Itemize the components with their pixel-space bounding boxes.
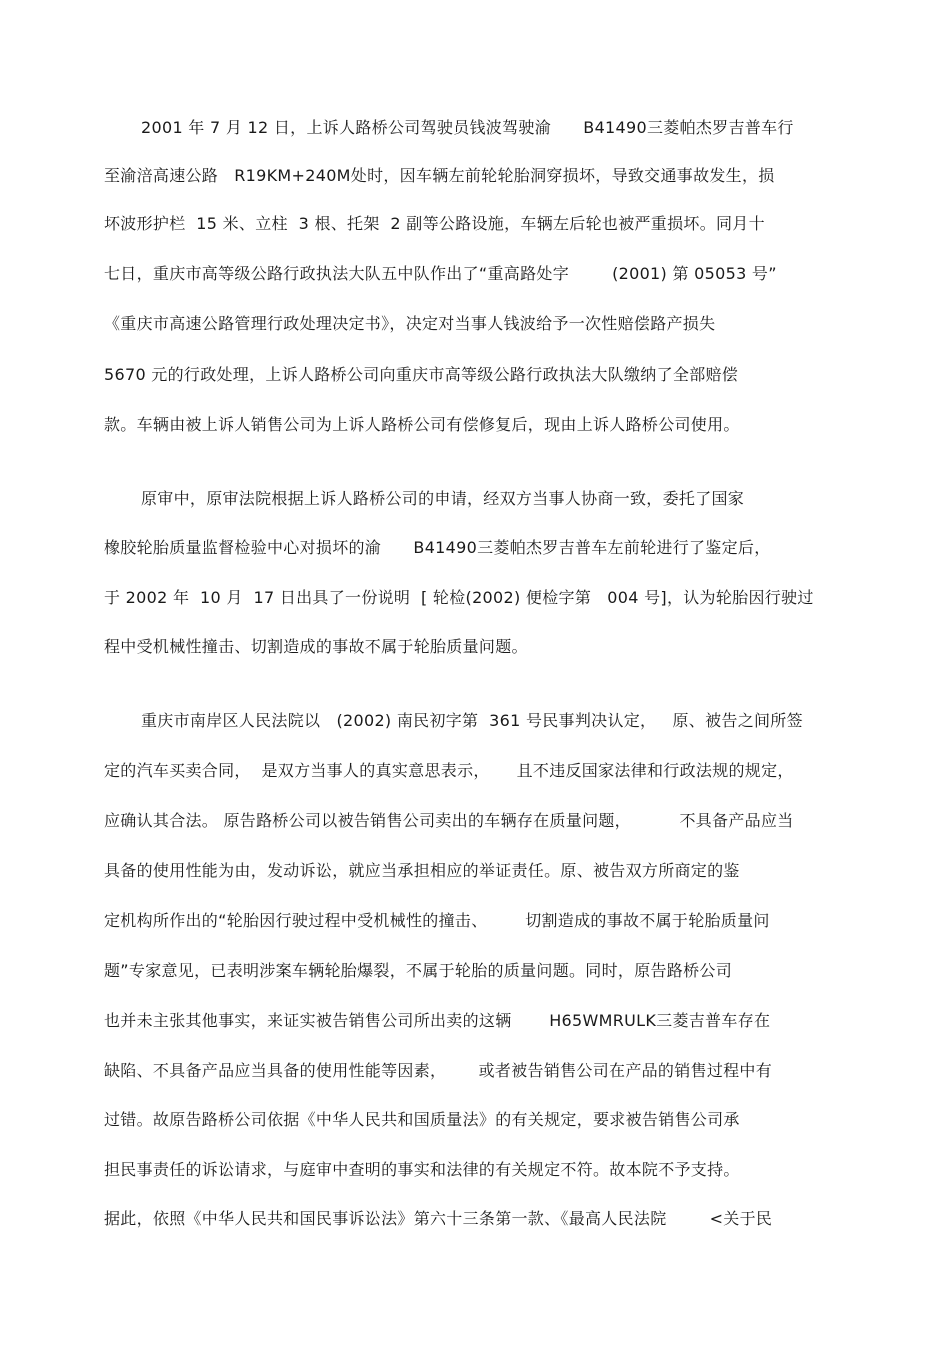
text-line: 定机构所作出的“轮胎因行驶过程中受机械性的撞击、 切割造成的事故不属于轮胎质量问 bbox=[104, 911, 770, 930]
text-line: 也并未主张其他事实，来证实被告销售公司所出卖的这辆 H65WMRULK三菱吉普车存在 bbox=[104, 1011, 771, 1030]
text-line: 缺陷、不具备产品应当具备的使用性能等因素， 或者被告销售公司在产品的销售过程中有 bbox=[104, 1061, 773, 1080]
text-line: 应确认其合法。 原告路桥公司以被告销售公司卖出的车辆存在质量问题， 不具备产品应当 bbox=[104, 811, 794, 830]
text-line: 2001 年 7 月 12 日，上诉人路桥公司驾驶员钱波驾驶渝 B41490三菱帕杰罗吉普车行 bbox=[141, 118, 794, 137]
text-line: 于 2002 年 10 月 17 日出具了一份说明 [ 轮检(2002) 便检字第 004 号]，认为轮胎因行驶过 bbox=[104, 588, 814, 607]
text-line: 款。车辆由被上诉人销售公司为上诉人路桥公司有偿修复后，现由上诉人路桥公司使用。 bbox=[104, 415, 740, 434]
text-line: 过错。故原告路桥公司依据《中华人民共和国质量法》的有关规定，要求被告销售公司承 bbox=[104, 1110, 740, 1129]
text-line: 具备的使用性能为由，发动诉讼，就应当承担相应的举证责任。原、被告双方所商定的鉴 bbox=[104, 861, 740, 880]
text-line: 坏波形护栏 15 米、立柱 3 根、托架 2 副等公路设施，车辆左后轮也被严重损坏。同月十 bbox=[104, 214, 765, 233]
text-line: 担民事责任的诉讼请求，与庭审中查明的事实和法律的有关规定不符。故本院不予支持。 bbox=[104, 1160, 740, 1179]
text-line: 七日，重庆市高等级公路行政执法大队五中队作出了“重高路处字 (2001) 第 05053 号” bbox=[104, 264, 777, 283]
text-line: 据此，依照《中华人民共和国民事诉讼法》第六十三条第一款、《最高人民法院 <关于民 bbox=[104, 1209, 773, 1228]
text-line: 程中受机械性撞击、切割造成的事故不属于轮胎质量问题。 bbox=[104, 637, 528, 656]
text-line: 《重庆市高速公路管理行政处理决定书》，决定对当事人钱波给予一次性赔偿路产损失 bbox=[104, 314, 716, 333]
text-line: 5670 元的行政处理，上诉人路桥公司向重庆市高等级公路行政执法大队缴纳了全部赔偿 bbox=[104, 365, 739, 384]
text-line: 题”专家意见，已表明涉案车辆轮胎爆裂，不属于轮胎的质量问题。同时，原告路桥公司 bbox=[104, 961, 732, 980]
text-line: 重庆市南岸区人民法院以 (2002) 南民初字第 361 号民事判决认定， 原、被告之间所签 bbox=[141, 711, 803, 730]
text-line: 原审中，原审法院根据上诉人路桥公司的申请，经双方当事人协商一致，委托了国家 bbox=[141, 489, 745, 508]
text-line: 至渝涪高速公路 R19KM+240M处时，因车辆左前轮轮胎洞穿损坏，导致交通事故发生，损 bbox=[104, 166, 775, 185]
text-line: 定的汽车买卖合同， 是双方当事人的真实意思表示， 且不违反国家法律和行政法规的规定， bbox=[104, 761, 794, 780]
text-line: 橡胶轮胎质量监督检验中心对损坏的渝 B41490三菱帕杰罗吉普车左前轮进行了鉴定后， bbox=[104, 538, 771, 557]
